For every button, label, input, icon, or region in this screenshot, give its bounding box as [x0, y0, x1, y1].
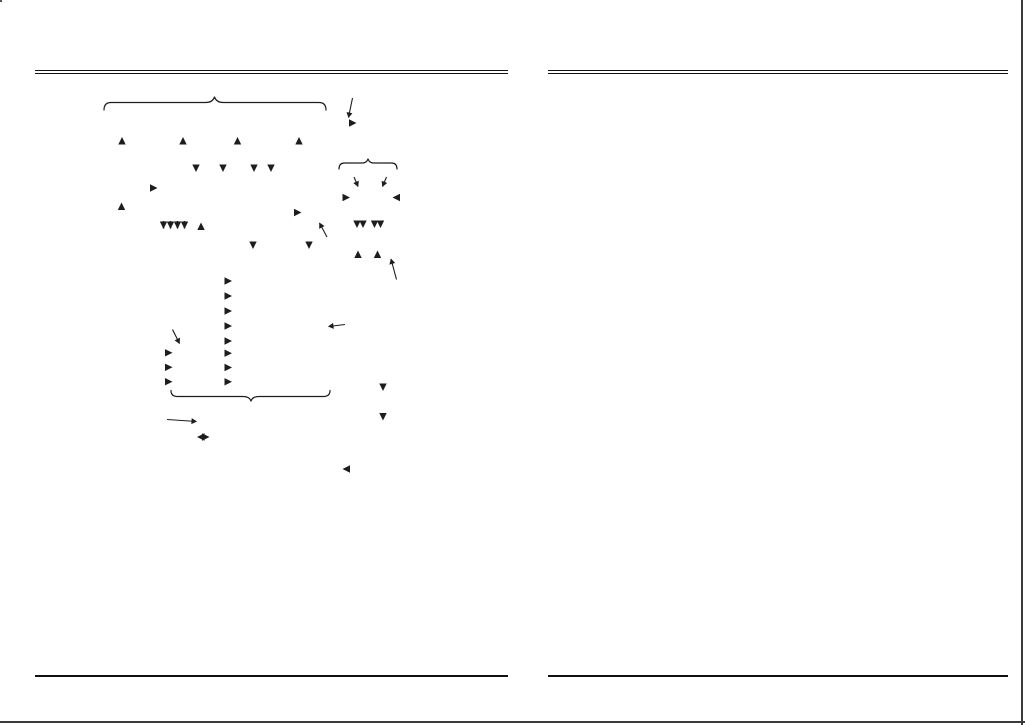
left-header-rule [35, 70, 508, 74]
group-braces [104, 97, 397, 401]
scan-edge-right [1021, 0, 1023, 725]
right-header-rule [548, 70, 1008, 74]
spool-arrows [164, 221, 185, 229]
right-footer-rule [548, 675, 1008, 677]
control-valve-stack [0, 0, 2, 2]
callout-lines [167, 98, 397, 422]
left-page-header [35, 38, 475, 41]
scan-edge-bottom [0, 721, 1025, 723]
right-page-header [548, 38, 988, 41]
yellow-signal-lines [195, 123, 381, 437]
red-pilot-lines [122, 138, 400, 460]
left-footer-rule [35, 675, 508, 677]
blue-suction-lines [343, 383, 383, 470]
